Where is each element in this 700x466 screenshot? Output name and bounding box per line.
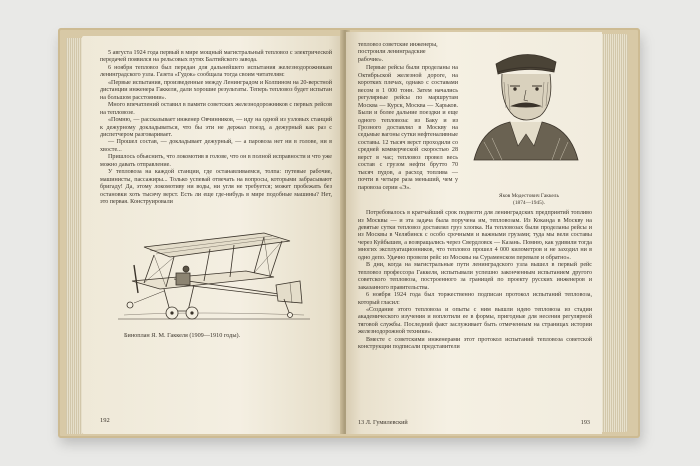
left-paragraph: «Помню, — рассказывает инженер Овчинников, — иду на одной из узловых станций к дежурному докладываться, что бы эти не держал поезд, а дежурный как раз с диспетчером разговаривает. [100, 117, 332, 138]
left-page-edges [66, 38, 82, 434]
right-paragraph: 6 ноября 1924 года был торжественно подписан протокол испытаний тепловоза, который гласил: [358, 292, 592, 306]
right-page [346, 32, 602, 434]
left-paragraph: Пришлось объяснить, что локомотив в голове, что он в полной исправности и что уже можно давать отправление. [100, 154, 332, 168]
right-paragraph: Вместе с советскими инженерами этот протокол испытаний тепловоза советской конструкции подписали представители [358, 336, 592, 351]
right-intro-text [358, 42, 458, 192]
right-paragraph: Первые рейсы были проделаны на Октябрьской железной дороге, на коротких плечах, однако с составами весом в 1 000 тонн. Затем начались регулярные рейсы по маршрутам Москва — Курск, Москва — Харьков. Были и более дальние поездки и еще одного тепловоза: из Баку и из Грозного доставлял в Москву на седьмые вагоны сутки нефтеналивные составы. 12 тысяч верст проходили со средней коммерческой скоростью 28 верст в час; тепловоз провел весь состав с грузом нефти брутто 70 тысяч пудов, а расход топлива — почти в четыре раза меньший, чем у паровоза серии «Э». [358, 65, 458, 191]
portrait-caption-years: (1874—1945). [513, 200, 545, 207]
left-paragraph: Много впечатлений оставил в памяти советских железнодорожников с первых рейсов на тепловозе. [100, 102, 332, 116]
footer-signature: 13 Л. Гумилевский [358, 419, 408, 426]
portrait-caption [466, 193, 592, 207]
right-page-edges [598, 34, 628, 432]
top-section [358, 42, 592, 192]
left-paragraph: 5 августа 1924 года первый в мире мощный магистральный тепловоз с электрической передачей появился на рельсовых путях Балтийского завода. [100, 50, 332, 64]
right-paragraph: «Создание этого тепловоза и опыты с ним вышли идею тепловоза из стадии академического изучения и воплотили ее в формы, пригодные для несения регулярной тяговой службы. Последний факт заслуживает быть отмеченным на страницах истории железнодорожной техники». [358, 306, 592, 336]
portrait-engraving [464, 42, 588, 162]
left-paragraph: «Первые испытания, произведенные между Ленинградом и Колпином на 20-верстной дистанции инженера Гаккеля, дали хорошие результаты. Теперь тепловоз будет испытан на большом расстоянии». [100, 79, 332, 101]
biplane-illustration [114, 211, 314, 329]
left-paragraph: 6 ноября тепловоз был передан для дальнейшего испытания железнодорожникам ленинградского узла. Газета «Гудок» сообщала тогда своим читателям: [100, 64, 332, 79]
left-paragraph: — Прошел состав, — докладывает дежурный, — а паровоза нет ни в голове, ни в хвосте... [100, 139, 332, 153]
right-intro-line: рабочие». [358, 56, 384, 63]
right-intro-line: построили ленинградские [358, 49, 426, 56]
right-intro-line: тепловоз советские инженеры, [358, 42, 438, 48]
portrait-caption-name: Яков Модестович Гаккель [499, 193, 559, 200]
left-page [82, 36, 344, 434]
right-paragraph: В дни, когда на магистральные пути ленинградского узла вышел в первый рейс тепловоз профессора Гаккеля, испытывали успешно законченным испытанием другого советского тепловоза, построенного за границей по проекту русских инженеров и заказанного правительства. [358, 262, 592, 291]
right-footer [358, 419, 590, 426]
page-number: 192 [100, 417, 110, 424]
right-paragraph: Потребовалось в кратчайший срок подвезти для ленинградских предприятий топливо из Москвы — и эта задача была поручена им, тепловозам. Из Коканда в Москву на девятые сутки тепловоз доставлял груз хлопка. На тепловозах были проделаны рейсы и из Москвы в Челябинск с особо срочными и важными грузами; туда мы вели составы через Куйбышев, а возвращались через Свердловск — Казань. Помню, как удивили тогда многих эксплуатационников, что тепловоз прошел 4 000 километров и не заходил ни в одно депо. Удачно провели рейс из Москвы на Сураменском перевале и обратно». [358, 210, 592, 261]
left-paragraph: У тепловоза на каждой станции, где останавливаемся, толпа: путевые рабочие, машинисты, пассажиры... Только успевай отвечать на вопросы, которыми забрасывают бригаду! Да, этому локомотиву ни воды, ни угля не требуется; может пробежать без остановки хоть тысячу верст. Есть ли еще где-нибудь в мире подобные машины? Нет, это первая. Конструировали [100, 169, 332, 206]
page-number: 193 [580, 419, 590, 426]
figure-caption: Биноплан Я. М. Гаккеля (1909—1910 годы). [124, 331, 241, 339]
